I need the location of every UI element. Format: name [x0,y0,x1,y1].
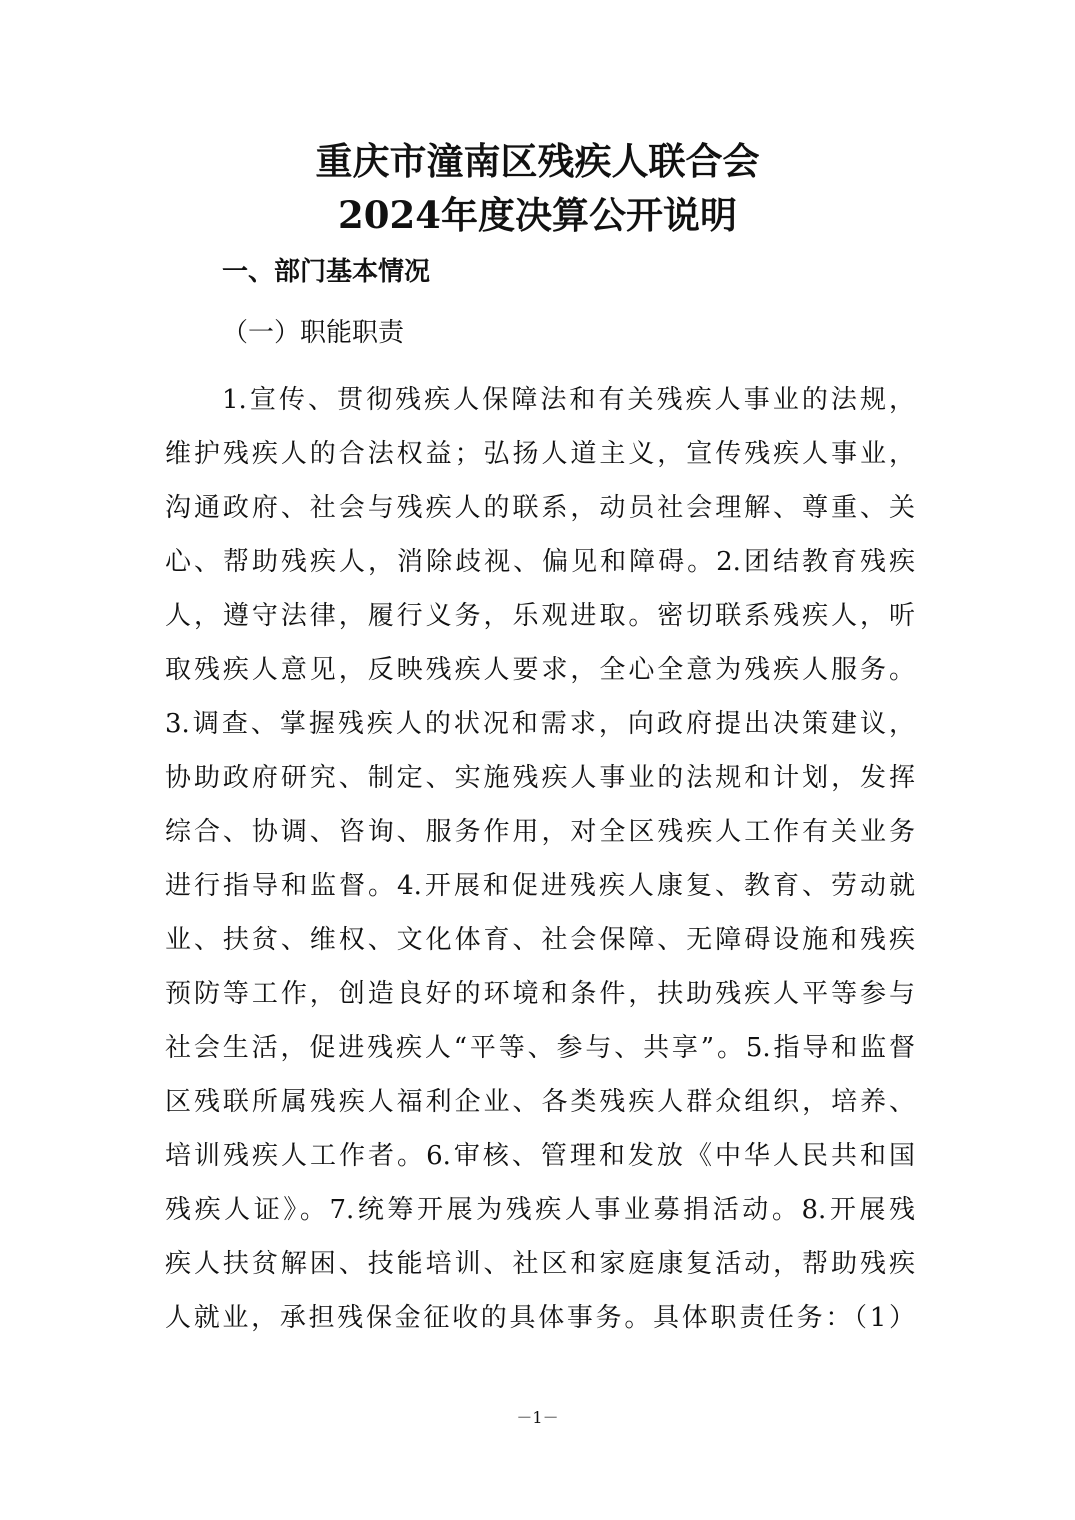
document-title-line-2: 2024年度决算公开说明 [338,193,737,237]
paragraph-line: 业、扶贫、维权、文化体育、社会保障、无障碍设施和残疾 [165,925,915,955]
paragraph-line: 心、帮助残疾人，消除歧视、偏见和障碍。2.团结教育残疾 [165,547,915,577]
paragraph-line: 预防等工作，创造良好的环境和条件，扶助残疾人平等参与 [165,979,915,1009]
paragraph-line: 残疾人证》。7.统筹开展为残疾人事业募捐活动。8.开展残 [165,1195,915,1225]
paragraph-line: 沟通政府、社会与残疾人的联系，动员社会理解、尊重、关 [165,493,915,523]
paragraph-line: 培训残疾人工作者。6.审核、管理和发放《中华人民共和国 [165,1141,915,1171]
paragraph-line: 人就业，承担残保金征收的具体事务。具体职责任务：（1） [165,1303,915,1333]
paragraph-line: 综合、协调、咨询、服务作用，对全区残疾人工作有关业务 [165,817,915,847]
paragraph-line: 区残联所属残疾人福利企业、各类残疾人群众组织，培养、 [165,1087,915,1117]
paragraph-line: 社会生活，促进残疾人“平等、参与、共享”。5.指导和监督 [165,1033,915,1063]
paragraph-line: 人，遵守法律，履行义务，乐观进取。密切联系残疾人，听 [165,601,915,631]
paragraph-line: 协助政府研究、制定、实施残疾人事业的法规和计划，发挥 [165,763,915,793]
paragraph-line: 1.宣传、贯彻残疾人保障法和有关残疾人事业的法规， [222,385,915,415]
paragraph-line: 取残疾人意见，反映残疾人要求，全心全意为残疾人服务。 [165,655,915,685]
paragraph-line: 维护残疾人的合法权益；弘扬人道主义，宣传残疾人事业， [165,439,915,469]
section-heading: 一、部门基本情况 [222,257,431,287]
paragraph-line: 进行指导和监督。4.开展和促进残疾人康复、教育、劳动就 [165,871,915,901]
document-title-line-1: 重庆市潼南区残疾人联合会 [315,139,760,183]
subsection-heading: （一）职能职责 [222,318,405,348]
paragraph-line: 疾人扶贫解困、技能培训、社区和家庭康复活动，帮助残疾 [165,1249,915,1279]
paragraph-line: 3.调查、掌握残疾人的状况和需求，向政府提出决策建议， [165,709,915,739]
page-number: －1－ [516,1408,559,1427]
